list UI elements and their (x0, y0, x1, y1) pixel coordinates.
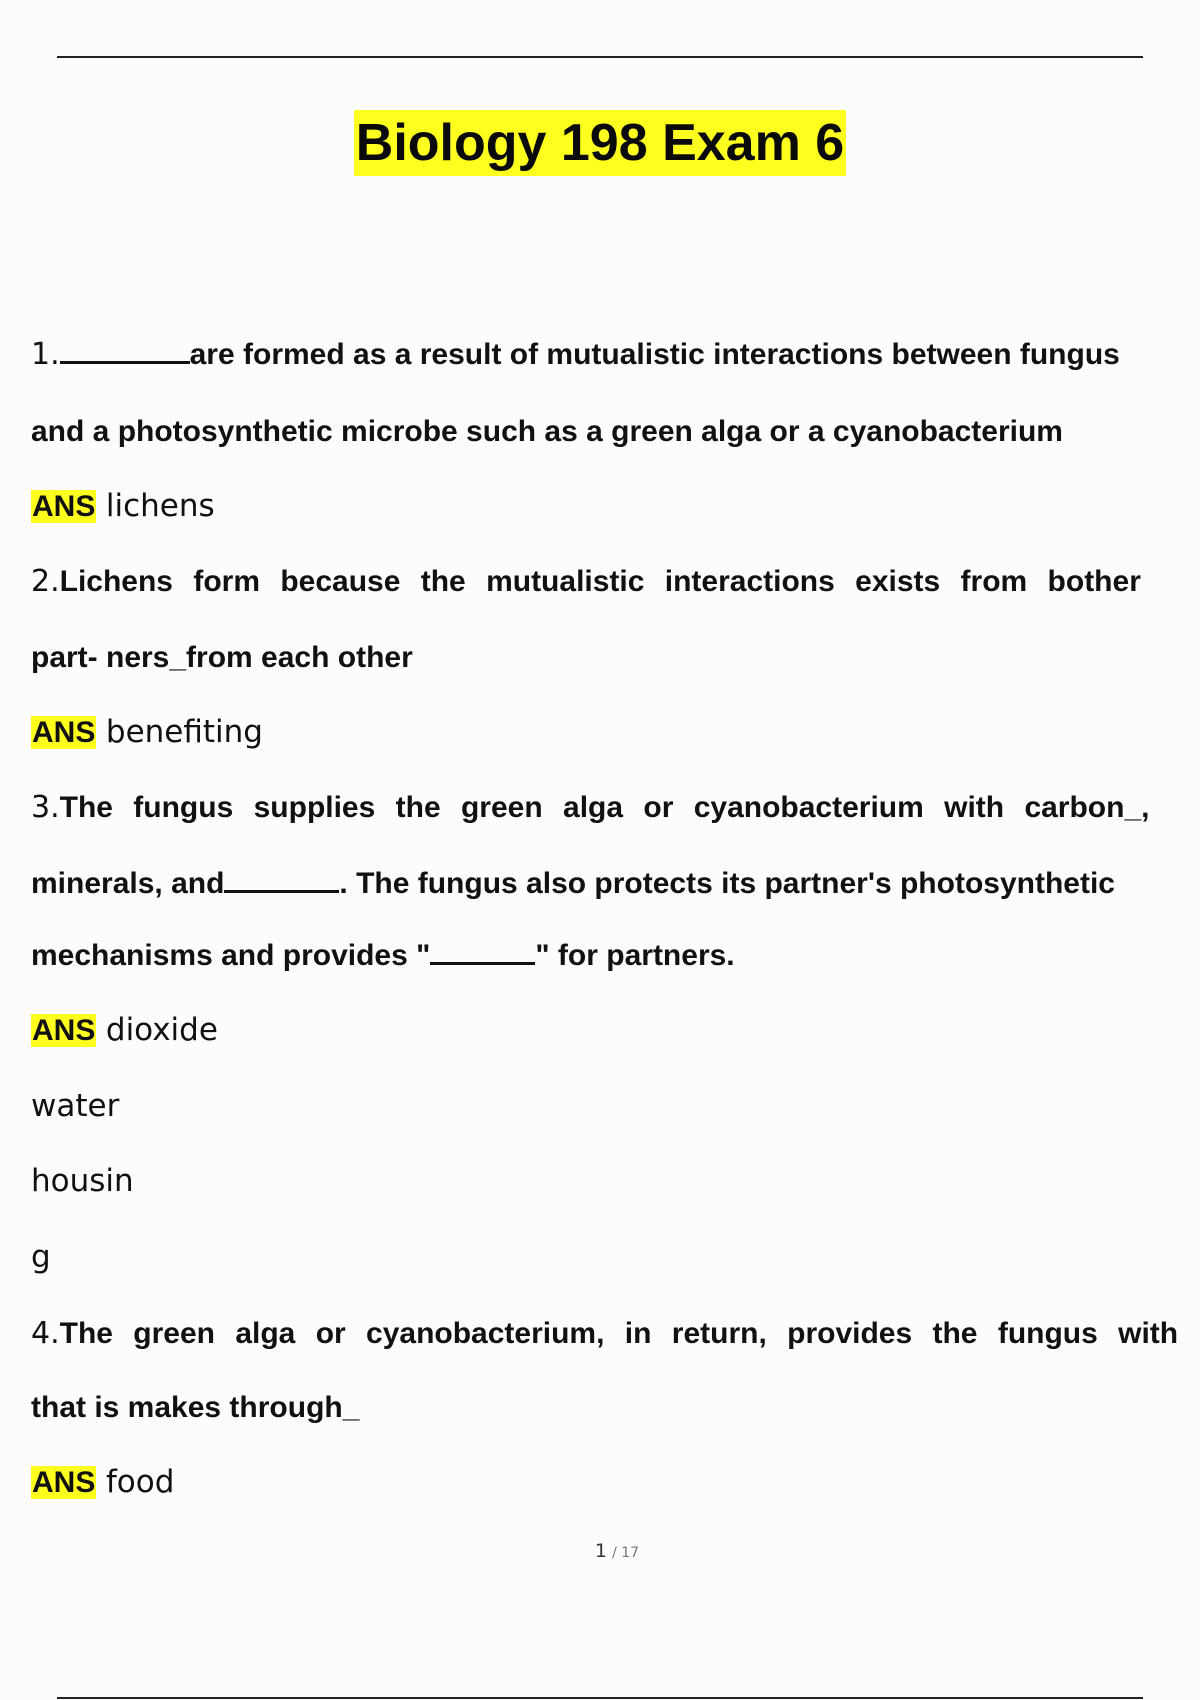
question-text: . The fungus also protects its partner's photosynthetic (339, 867, 1115, 900)
answer-label: ANS (32, 1014, 96, 1047)
question-text: mechanisms and provides " (31, 939, 431, 972)
question-2-line-1 (31, 562, 1200, 602)
total-pages: / 17 (612, 1545, 640, 1561)
question-text: that is makes through_ (31, 1391, 360, 1424)
question-1-line-1 (31, 335, 1200, 375)
question-text: Lichens form because the mutualistic interactions exists from bother (59, 565, 1141, 598)
question-4-line-1 (31, 1314, 1200, 1354)
answer-blank (60, 337, 190, 364)
answer-text: dioxide (105, 1012, 218, 1048)
answer-4 (31, 1462, 174, 1503)
top-rule (57, 56, 1143, 58)
question-text: minerals, and (31, 867, 225, 900)
question-text: The fungus supplies the green alga or cyanobacterium with carbon_, (59, 791, 1150, 824)
answer-2 (31, 712, 263, 753)
question-text: are formed as a result of mutualistic interactions between fungus (189, 338, 1120, 371)
answer-text: housin (31, 1163, 134, 1199)
question-4-line-2 (31, 1388, 359, 1428)
question-number: 3. (31, 790, 60, 825)
answer-3-line-2 (31, 1086, 119, 1127)
page-indicator (0, 1540, 1200, 1562)
answer-text: food (105, 1464, 175, 1500)
question-3-line-3 (31, 936, 735, 976)
answer-text: g (31, 1239, 51, 1275)
answer-text: water (31, 1088, 120, 1124)
question-text: " for partners. (535, 939, 735, 972)
answer-text: benefiting (105, 714, 263, 750)
answer-text: lichens (105, 488, 215, 524)
question-number: 4. (31, 1316, 60, 1351)
answer-label: ANS (32, 490, 96, 523)
answer-blank (224, 866, 339, 893)
bottom-rule (57, 1697, 1143, 1699)
question-2-line-2 (31, 638, 413, 678)
answer-label: ANS (32, 716, 96, 749)
answer-3 (31, 1010, 218, 1051)
question-text: part- ners_from each other (31, 641, 413, 674)
answer-3-line-3 (31, 1161, 134, 1202)
question-number: 1. (31, 337, 60, 372)
question-3-line-1 (31, 788, 1200, 828)
answer-blank (430, 938, 535, 965)
question-1-line-2 (31, 412, 1063, 452)
answer-label: ANS (32, 1466, 96, 1499)
question-number: 2. (31, 564, 60, 599)
page-title: Biology 198 Exam 6 (354, 110, 846, 176)
title-container (0, 110, 1200, 176)
question-text: The green alga or cyanobacterium, in return, provides the fungus with (59, 1317, 1179, 1350)
question-3-line-2 (31, 864, 1200, 904)
answer-1 (31, 486, 215, 527)
question-text: and a photosynthetic microbe such as a green alga or a cyanobacterium (31, 415, 1063, 448)
current-page: 1 (594, 1540, 607, 1562)
answer-3-line-4 (31, 1237, 51, 1278)
